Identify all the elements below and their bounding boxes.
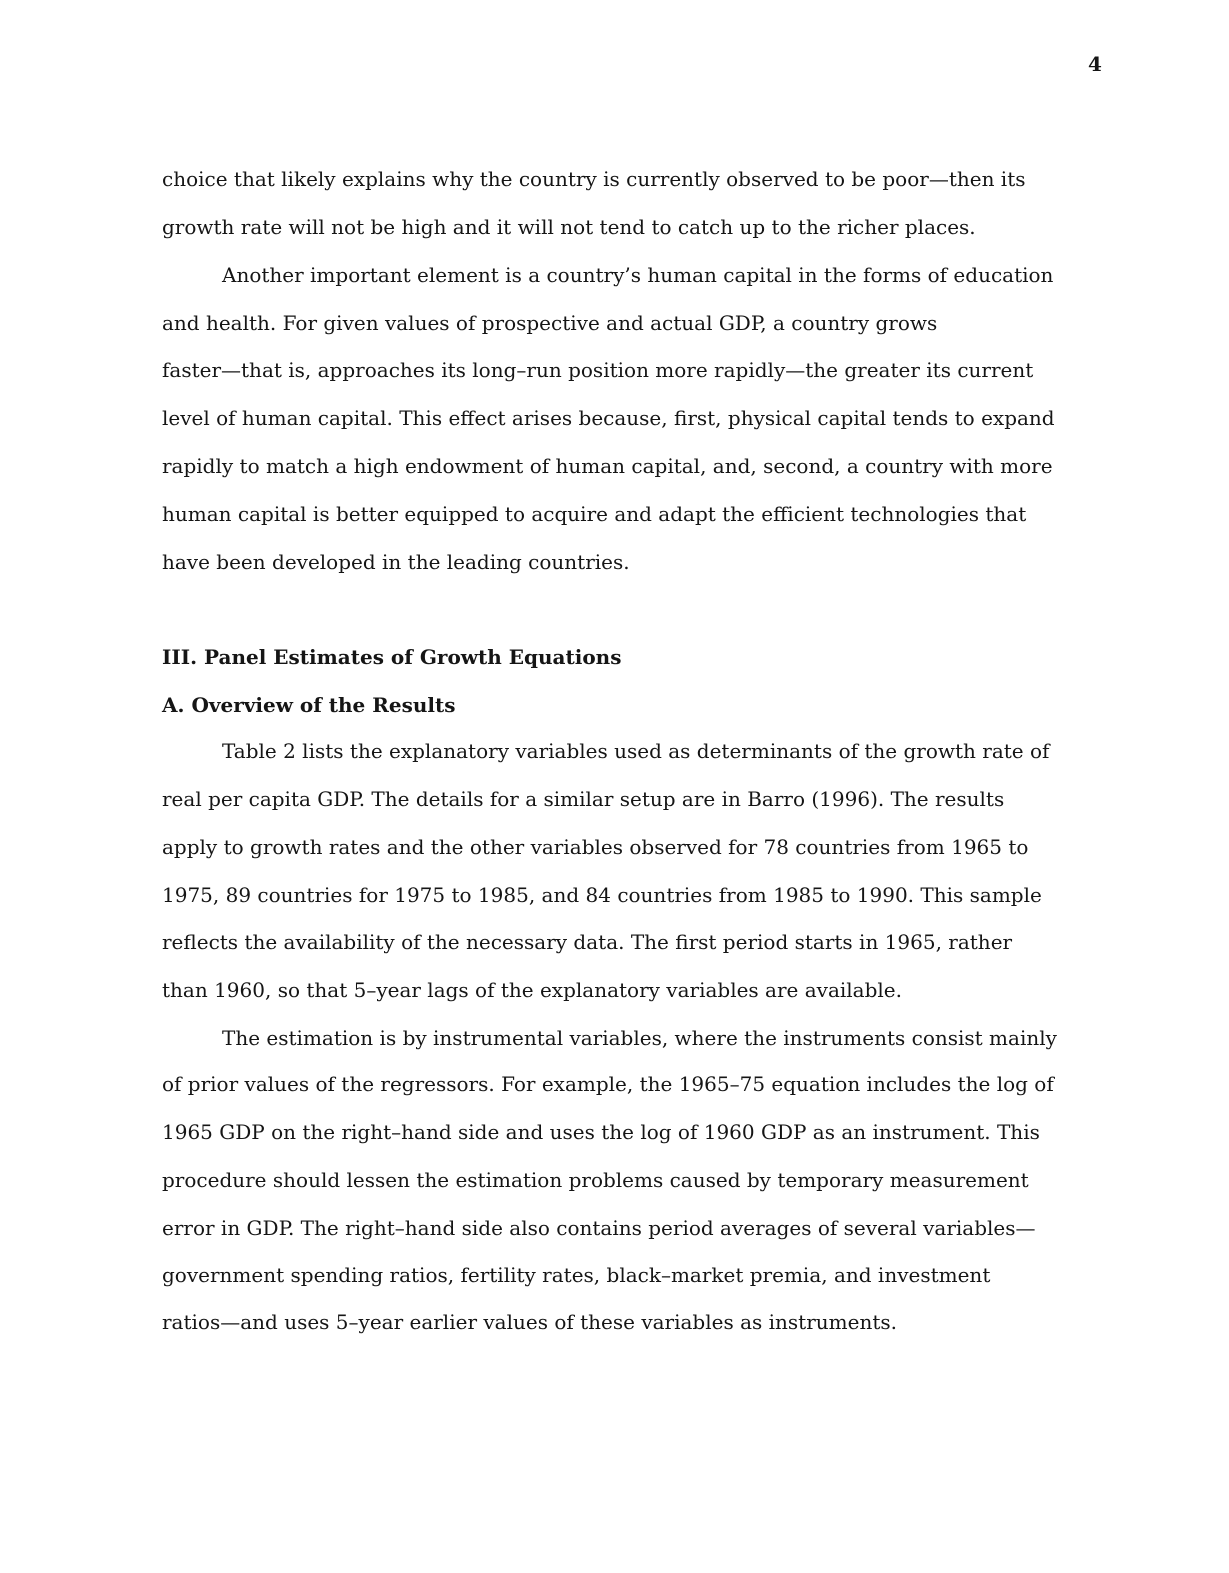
text-line: ratios—and uses 5–year earlier values of these variables as instruments. (162, 1310, 897, 1334)
text-line: 1975, 89 countries for 1975 to 1985, and 84 countries from 1985 to 1990. This sample (162, 883, 1042, 907)
text-line: government spending ratios, fertility rates, black–market premia, and investment (162, 1263, 991, 1287)
text-line: Another important element is a country’s human capital in the forms of education (222, 263, 1054, 287)
text-line: 1965 GDP on the right–hand side and uses the log of 1960 GDP as an instrument. This (162, 1120, 1040, 1144)
text-line: and health. For given values of prospective and actual GDP, a country grows (162, 311, 938, 335)
text-line: The estimation is by instrumental variables, where the instruments consist mainly (222, 1026, 1057, 1050)
text-line: choice that likely explains why the country is currently observed to be poor—then its (162, 167, 1026, 191)
subsection-heading: A. Overview of the Results (162, 693, 456, 717)
text-line: rapidly to match a high endowment of human capital, and, second, a country with more (162, 454, 1053, 478)
text-line: of prior values of the regressors. For example, the 1965–75 equation includes the log of (162, 1072, 1054, 1096)
text-line: Table 2 lists the explanatory variables used as determinants of the growth rate of (222, 739, 1050, 763)
text-line: level of human capital. This effect arises because, first, physical capital tends to expand (162, 406, 1055, 430)
text-line: apply to growth rates and the other variables observed for 78 countries from 1965 to (162, 835, 1029, 859)
section-heading: III. Panel Estimates of Growth Equations (162, 645, 622, 669)
text-line: faster—that is, approaches its long–run position more rapidly—the greater its current (162, 358, 1034, 382)
text-line: have been developed in the leading countries. (162, 550, 630, 574)
text-line: reflects the availability of the necessary data. The first period starts in 1965, rather (162, 930, 1013, 954)
page-number: 4 (1088, 52, 1102, 76)
text-line: error in GDP. The right–hand side also contains period averages of several variables— (162, 1216, 1036, 1240)
text-line: human capital is better equipped to acquire and adapt the efficient technologies that (162, 502, 1027, 526)
text-line: real per capita GDP. The details for a similar setup are in Barro (1996). The results (162, 787, 1005, 811)
text-line: procedure should lessen the estimation problems caused by temporary measurement (162, 1168, 1029, 1192)
text-line: growth rate will not be high and it will not tend to catch up to the richer places. (162, 215, 976, 239)
text-line: than 1960, so that 5–year lags of the explanatory variables are available. (162, 978, 902, 1002)
